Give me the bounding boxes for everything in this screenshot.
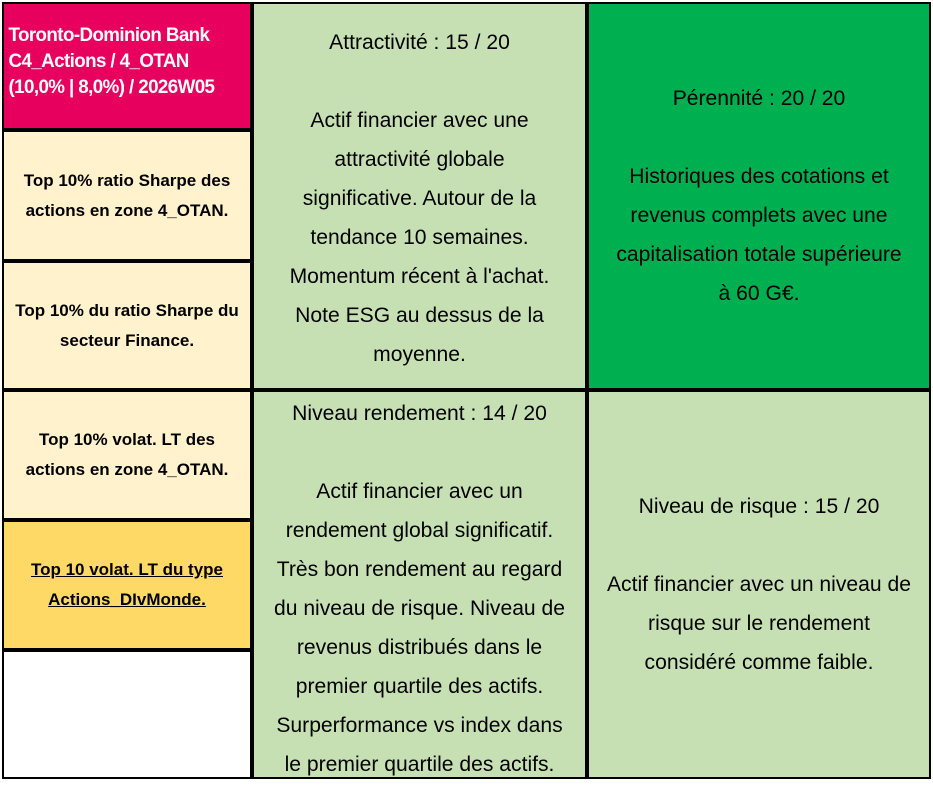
rendement-text-line: premier quartile des actifs. — [295, 674, 544, 698]
perennite-text-line: à 60 G€. — [718, 281, 800, 305]
attractivite-text-line: attractivité globale — [334, 147, 505, 171]
risque-text-line: considéré comme faible. — [644, 650, 874, 674]
risque-title: Niveau de risque : 15 / 20 — [638, 494, 880, 518]
attractivite-text-line: Note ESG au dessus de la — [295, 303, 544, 327]
asset-name: Toronto-Dominion Bank — [8, 25, 210, 46]
rendement-text-line: du niveau de risque. Niveau de — [273, 596, 566, 620]
sharpe-sector-line1: Top 10% du ratio Sharpe du — [15, 300, 239, 320]
rendement-text-line: Surperformance vs index dans — [276, 713, 563, 737]
sharpe-zone-line1: Top 10% ratio Sharpe des — [23, 170, 231, 190]
sharpe-sector-line2: secteur Finance. — [59, 330, 195, 350]
volat-zone-line2: actions en zone 4_OTAN. — [25, 460, 229, 479]
attractivite-title: Attractivité : 15 / 20 — [329, 30, 510, 54]
perennite-text-line: Historiques des cotations et — [629, 164, 889, 188]
empty-cell — [2, 650, 252, 779]
rendement-text-line: Actif financier avec un — [316, 479, 523, 503]
attractivite-panel — [252, 2, 587, 390]
asset-category: C4_Actions / 4_OTAN — [8, 51, 189, 72]
asset-header — [2, 2, 252, 130]
volat-zone-line1: Top 10% volat. LT des — [38, 430, 215, 449]
risque-panel — [587, 390, 931, 779]
perennite-title: Pérennité : 20 / 20 — [672, 86, 846, 110]
rendement-text-line: rendement global significatif. — [285, 518, 554, 542]
volat-zone-box — [2, 390, 252, 520]
attractivite-text-line: significative. Autour de la — [302, 186, 537, 210]
rendement-panel — [252, 390, 587, 779]
risque-text-line: Actif financier avec un niveau de — [606, 572, 912, 596]
rendement-text-line: Très bon rendement au regard — [276, 557, 563, 581]
attractivite-text-line: Actif financier avec une — [310, 108, 529, 132]
sharpe-zone-line2: actions en zone 4_OTAN. — [25, 200, 229, 220]
rendement-title: Niveau rendement : 14 / 20 — [292, 401, 547, 425]
attractivite-text-line: moyenne. — [373, 342, 466, 366]
risque-text-line: risque sur le rendement — [648, 611, 870, 635]
perennite-panel — [587, 2, 931, 390]
rendement-text-line: revenus distribués dans le — [296, 635, 543, 659]
rendement-text-line: le premier quartile des actifs. — [284, 752, 555, 776]
asset-params: (10,0% | 8,0%) / 2026W05 — [8, 77, 215, 98]
volat-type-line2: Actions_DIvMonde. — [48, 590, 206, 609]
perennite-text-line: revenus complets avec une — [630, 203, 888, 227]
perennite-text-line: capitalisation totale supérieure — [616, 242, 902, 266]
volat-type-link[interactable] — [2, 520, 252, 650]
sharpe-sector-box — [2, 261, 252, 390]
attractivite-text-line: Momentum récent à l'achat. — [289, 264, 550, 288]
sharpe-zone-box — [2, 130, 252, 261]
volat-type-line1: Top 10 volat. LT du type — [30, 560, 224, 579]
attractivite-text-line: tendance 10 semaines. — [310, 225, 529, 249]
